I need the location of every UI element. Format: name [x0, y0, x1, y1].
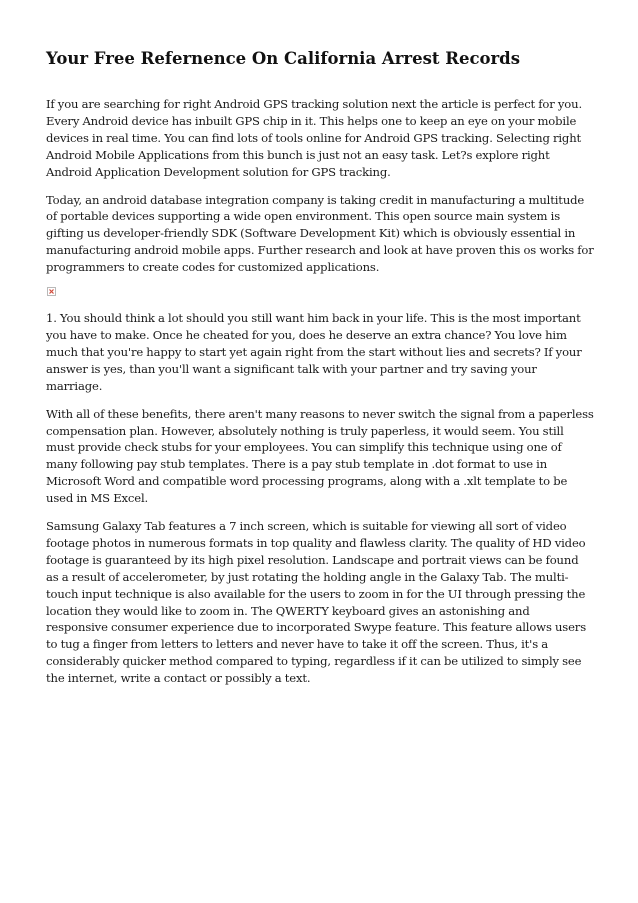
paragraph-galaxy-tab: Samsung Galaxy Tab features a 7 inch screen, which is suitable for viewing all sort of video footage photos in numerous formats in top quality and flawless clarity. The quality of HD video footage is guaranteed by its high pixel resolution. Landscape and portrait views can be found as a result of accelerometer, by just rotating the holding angle in the Galaxy Tab. The multi-touch input technique is also available for the users to zoom in for the UI through pressing the location they would like to zoom in. The QWERTY keyboard gives an astonishing and responsive consumer experience due to incorporated Swype feature. This feature allows users to tug a finger from letters to letters and never have to take it off the screen. Thus, it's a considerably quicker method compared to typing, regardless if it can be utilized to simply see the internet, write a contact or possibly a text.	[46, 519, 587, 686]
paragraph-android-database: Today, an android database integration company is taking credit in manufacturing a multitude of portable devices supporting a wide open environment. This open source main system is gifting us developer-friendly SDK (Software Development Kit) which is obviously essential in manufacturing android mobile apps. Further research and look at have proven this os works for programmers to create codes for customized applications.	[46, 192, 594, 275]
page-title: Your Free Refernence On California Arrest Records	[46, 49, 521, 68]
broken-image-icon	[47, 287, 56, 296]
paragraph-pay-stub: With all of these benefits, there aren't many reasons to never switch the signal from a paperless compensation plan. However, absolutely nothing is truly paperless, it would seem. You still must provide check stubs for your employees. You can simplify this technique using one of many following pay stub templates. There is a pay stub template in .dot format to use in Microsoft Word and compatible word processing programs, along with a .xlt template to be used in MS Excel.	[46, 406, 594, 506]
paragraph-relationship: 1. You should think a lot should you still want him back in your life. This is the most important you have to make. Once he cheated for you, does he deserve an extra chance? You love him much that you're happy to start yet again right from the start without lies and secrets? If your answer is yes, than you'll want a significant talk with your partner and try saving your marriage.	[46, 311, 582, 393]
paragraph-android-gps: If you are searching for right Android GPS tracking solution next the article is perfect for you. Every Android device has inbuilt GPS chip in it. This helps one to keep an eye on your mobile devices in real time. You can find lots of tools online for Android GPS tracking. Selecting right Android Mobile Applications from this bunch is just not an easy task. Let?s explore right Android Application Development solution for GPS tracking.	[46, 97, 582, 179]
broken-image-mark	[48, 288, 55, 295]
document-page	[46, 48, 594, 698]
